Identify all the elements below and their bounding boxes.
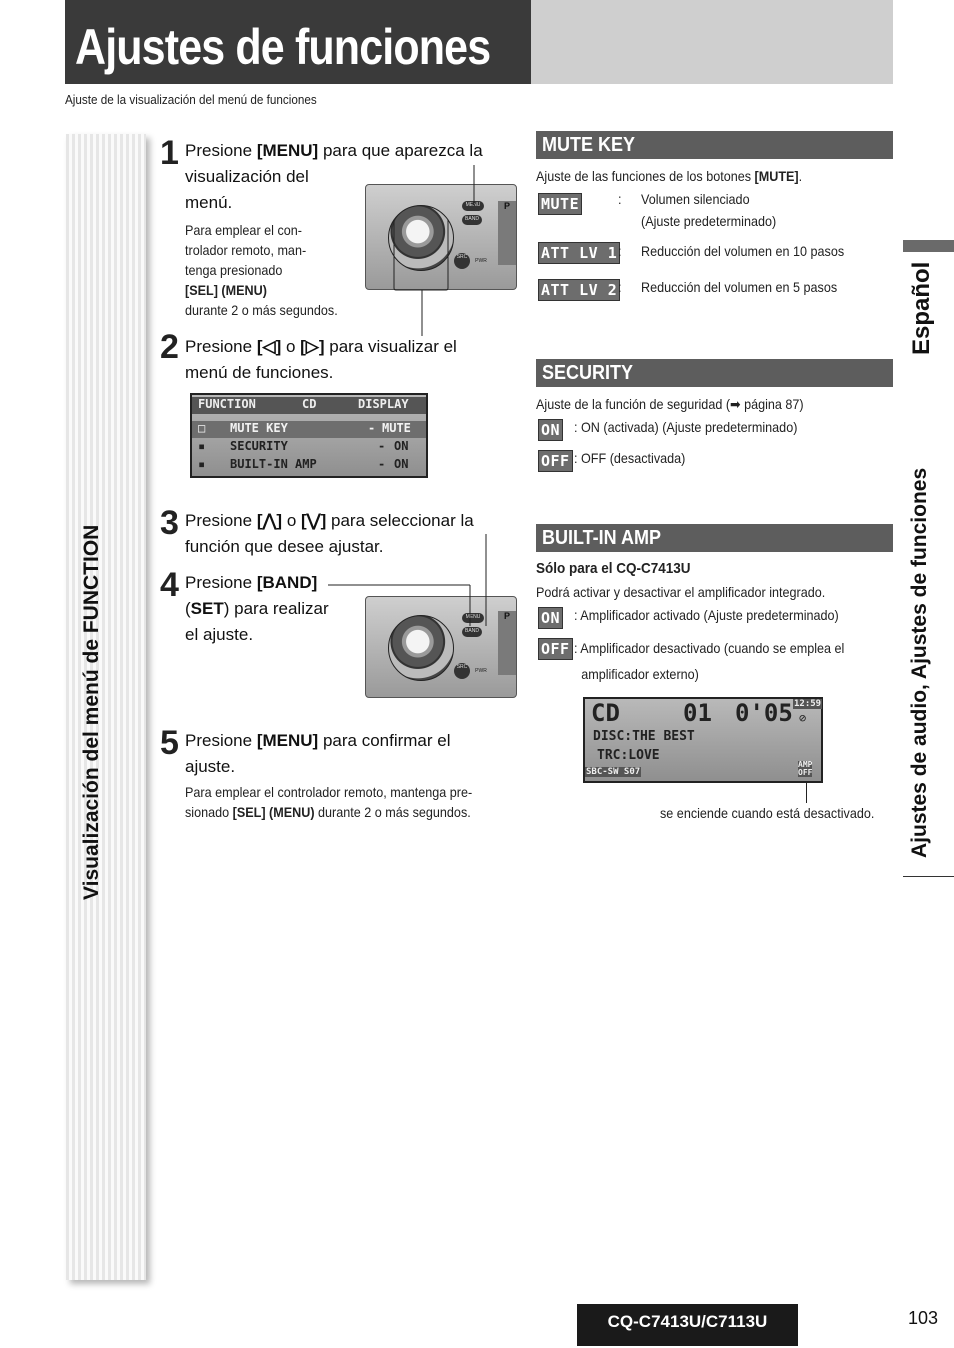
step-5-note bbox=[185, 782, 472, 822]
security-off-text: : OFF (desactivada) bbox=[574, 450, 686, 466]
lcd-row-value: MUTE bbox=[382, 421, 411, 435]
security-on-text: : ON (activada) (Ajuste predeterminado) bbox=[574, 419, 798, 435]
cd-bottom-indicators: SBC-SW S07 bbox=[586, 767, 641, 777]
step-3-pre: Presione bbox=[185, 511, 257, 530]
step-1-note-line4: [SEL] (MENU) bbox=[185, 282, 267, 298]
att-lv1-text: Reducción del volumen en 10 pasos bbox=[641, 243, 845, 259]
step-2-mid: o bbox=[281, 337, 301, 356]
step-3-key-up: [⋀] bbox=[256, 511, 283, 530]
brand-logo: P bbox=[504, 201, 511, 211]
step-5-note-pre: sionado bbox=[185, 804, 233, 820]
step-5-note-line1: Para emplear el controlador remoto, mantenga pre- bbox=[185, 784, 473, 800]
lcd-row-name: SECURITY bbox=[230, 439, 288, 453]
builtin-amp-header bbox=[536, 524, 893, 552]
step-5-post: para confirmar el bbox=[318, 731, 451, 750]
security-off-chip: OFF bbox=[538, 450, 573, 472]
step-1-note bbox=[185, 220, 338, 320]
mute-chip: MUTE bbox=[538, 193, 582, 215]
src-button: SRC bbox=[454, 253, 470, 269]
builtin-amp-subtitle: Sólo para el CQ-C7413U bbox=[536, 560, 691, 577]
amp-indicator-line1: AMP bbox=[798, 760, 813, 769]
callout-lines-1 bbox=[380, 160, 520, 340]
function-menu-lcd bbox=[190, 393, 428, 478]
option-colon: : bbox=[618, 279, 622, 295]
mute-key-description bbox=[536, 165, 802, 187]
builtin-amp-description: Podrá activar y desactivar el amplificador integrado. bbox=[536, 584, 826, 600]
sidebar-label: Visualización del menú de FUNCTION bbox=[80, 524, 103, 900]
security-header bbox=[536, 359, 893, 387]
lcd-row-name: MUTE KEY bbox=[230, 421, 288, 435]
option-colon: : bbox=[618, 191, 622, 207]
lcd-row-marker: ▪ bbox=[198, 457, 206, 471]
step-1-key: [MENU] bbox=[256, 141, 319, 160]
lcd-row-dash: - bbox=[368, 421, 376, 435]
amp-off-text bbox=[574, 635, 844, 687]
amp-callout-line bbox=[806, 781, 807, 803]
lcd-row-marker: ▪ bbox=[198, 439, 206, 453]
step-4-paren-open: ( bbox=[185, 599, 191, 618]
step-4-line3: el ajuste. bbox=[185, 625, 254, 644]
band-button: BAND bbox=[462, 215, 482, 225]
breadcrumb: Ajuste de la visualización del menú de funciones bbox=[65, 92, 317, 107]
step-1-pre: Presione bbox=[185, 141, 257, 160]
option-colon: : bbox=[618, 243, 622, 259]
step-5-note-key: [SEL] (MENU) bbox=[232, 804, 315, 820]
disc-icon: ⊘ bbox=[799, 711, 807, 725]
step-5-note-post: durante 2 o más segundos. bbox=[314, 804, 471, 820]
brand-logo: P bbox=[504, 611, 511, 621]
step-2-number: 2 bbox=[160, 328, 179, 366]
pwr-label: PWR bbox=[475, 668, 487, 674]
amp-indicator-caption: se enciende cuando está desactivado. bbox=[660, 805, 875, 821]
lcd-row bbox=[192, 439, 426, 456]
step-2-post: para visualizar el bbox=[324, 337, 457, 356]
step-4-key: [BAND] bbox=[256, 573, 318, 592]
callout-lines-2 bbox=[320, 530, 520, 640]
lcd-header-cd: CD bbox=[302, 397, 317, 411]
page-title: Ajustes de funciones bbox=[75, 19, 491, 75]
step-1-post: para que aparezca la bbox=[318, 141, 483, 160]
amp-off-indicator bbox=[798, 761, 812, 777]
step-2-key-right: [▷] bbox=[300, 337, 325, 356]
step-3-line2: función que desee ajustar. bbox=[185, 537, 384, 556]
mute-key-header bbox=[536, 131, 893, 159]
step-5-number: 5 bbox=[160, 724, 179, 762]
security-on-chip: ON bbox=[538, 419, 563, 441]
step-2-pre: Presione bbox=[185, 337, 257, 356]
menu-button: MENU bbox=[462, 613, 484, 623]
left-sidebar bbox=[66, 134, 146, 1280]
step-1-line3: menú. bbox=[185, 193, 233, 212]
step-3-post: para seleccionar la bbox=[326, 511, 474, 530]
amp-off-line2: amplificador externo) bbox=[581, 666, 699, 682]
step-3-key-down: [⋁] bbox=[301, 511, 327, 530]
step-1-note-line5: durante 2 o más segundos. bbox=[185, 302, 338, 318]
step-1-note-line2: trolador remoto, man- bbox=[185, 242, 307, 258]
amp-indicator-line2: OFF bbox=[798, 768, 813, 777]
step-5-pre: Presione bbox=[185, 731, 257, 750]
lcd-row bbox=[192, 457, 426, 474]
step-4-text bbox=[185, 570, 329, 648]
step-3-mid: o bbox=[282, 511, 302, 530]
tab-language: Español bbox=[908, 261, 935, 355]
tab-section-title: Ajustes de audio, Ajustes de funciones bbox=[908, 467, 931, 858]
step-4-pre: Presione bbox=[185, 573, 257, 592]
tab-divider bbox=[903, 876, 954, 877]
step-2-key-left: [◁] bbox=[256, 337, 282, 356]
security-title: SECURITY bbox=[542, 362, 634, 384]
lcd-row-value: ON bbox=[394, 439, 409, 453]
builtin-amp-title: BUILT-IN AMP bbox=[542, 527, 661, 549]
lcd-row bbox=[192, 421, 426, 438]
lcd-header-display: DISPLAY bbox=[358, 397, 409, 411]
amp-on-chip: ON bbox=[538, 607, 563, 629]
step-2-text bbox=[185, 334, 457, 386]
lcd-header-function: FUNCTION bbox=[198, 397, 256, 411]
step-1-note-line1: Para emplear el con- bbox=[185, 222, 302, 238]
step-5-key: [MENU] bbox=[256, 731, 319, 750]
page-number: 103 bbox=[908, 1308, 939, 1328]
step-5-line2: ajuste. bbox=[185, 757, 236, 776]
cd-track-line: TRC:LOVE bbox=[597, 748, 660, 763]
att-lv2-chip: ATT LV 2 bbox=[538, 279, 620, 301]
lcd-row-dash: - bbox=[378, 457, 386, 471]
step-5-text bbox=[185, 728, 451, 780]
amp-on-text: : Amplificador activado (Ajuste predeterminado) bbox=[574, 607, 839, 623]
amp-off-line1: : Amplificador desactivado (cuando se emplea el bbox=[574, 640, 845, 656]
lcd-row-dash: - bbox=[378, 439, 386, 453]
mute-key-desc-post: . bbox=[798, 168, 803, 184]
mute-key-desc-key: [MUTE] bbox=[754, 168, 799, 184]
lcd-header-row bbox=[192, 397, 426, 414]
model-number: CQ-C7413U/C7113U bbox=[577, 1304, 798, 1346]
cd-display-lcd bbox=[583, 697, 823, 783]
att-lv1-chip: ATT LV 1 bbox=[538, 242, 620, 264]
step-2-line2: menú de funciones. bbox=[185, 363, 334, 382]
mute-key-title: MUTE KEY bbox=[542, 134, 636, 156]
cd-elapsed-time: 0'05 bbox=[735, 699, 793, 727]
mute-option-text bbox=[641, 188, 776, 232]
security-description: Ajuste de la función de seguridad (➡ página 87) bbox=[536, 396, 804, 412]
band-button: BAND bbox=[462, 627, 482, 637]
lcd-row-name: BUILT-IN AMP bbox=[230, 457, 317, 471]
menu-button: MENU bbox=[462, 201, 484, 211]
step-1-note-line3: tenga presionado bbox=[185, 262, 283, 278]
step-4-set-key: SET bbox=[190, 599, 224, 618]
cd-track-number: 01 bbox=[683, 699, 712, 727]
mute-key-desc-pre: Ajuste de las funciones de los botones bbox=[536, 168, 755, 184]
lcd-row-marker: □ bbox=[198, 421, 206, 435]
step-1-number: 1 bbox=[160, 134, 179, 172]
mute-option-line2: (Ajuste predeterminado) bbox=[641, 213, 777, 229]
cd-clock: 12:59 bbox=[794, 699, 822, 709]
lcd-row-value: ON bbox=[394, 457, 409, 471]
att-lv2-text: Reducción del volumen en 5 pasos bbox=[641, 279, 838, 295]
mute-option-line1: Volumen silenciado bbox=[641, 191, 750, 207]
step-3-number: 3 bbox=[160, 504, 179, 542]
src-button: SRC bbox=[454, 663, 470, 679]
cd-mode: CD bbox=[591, 699, 620, 727]
amp-off-chip: OFF bbox=[538, 638, 573, 660]
step-1-line2: visualización del bbox=[185, 167, 309, 186]
step-4-line2: ) para realizar bbox=[223, 599, 329, 618]
title-banner-extension bbox=[531, 0, 893, 84]
pwr-label: PWR bbox=[475, 258, 487, 264]
step-4-number: 4 bbox=[160, 566, 179, 604]
cd-disc-line: DISC:THE BEST bbox=[593, 729, 695, 744]
